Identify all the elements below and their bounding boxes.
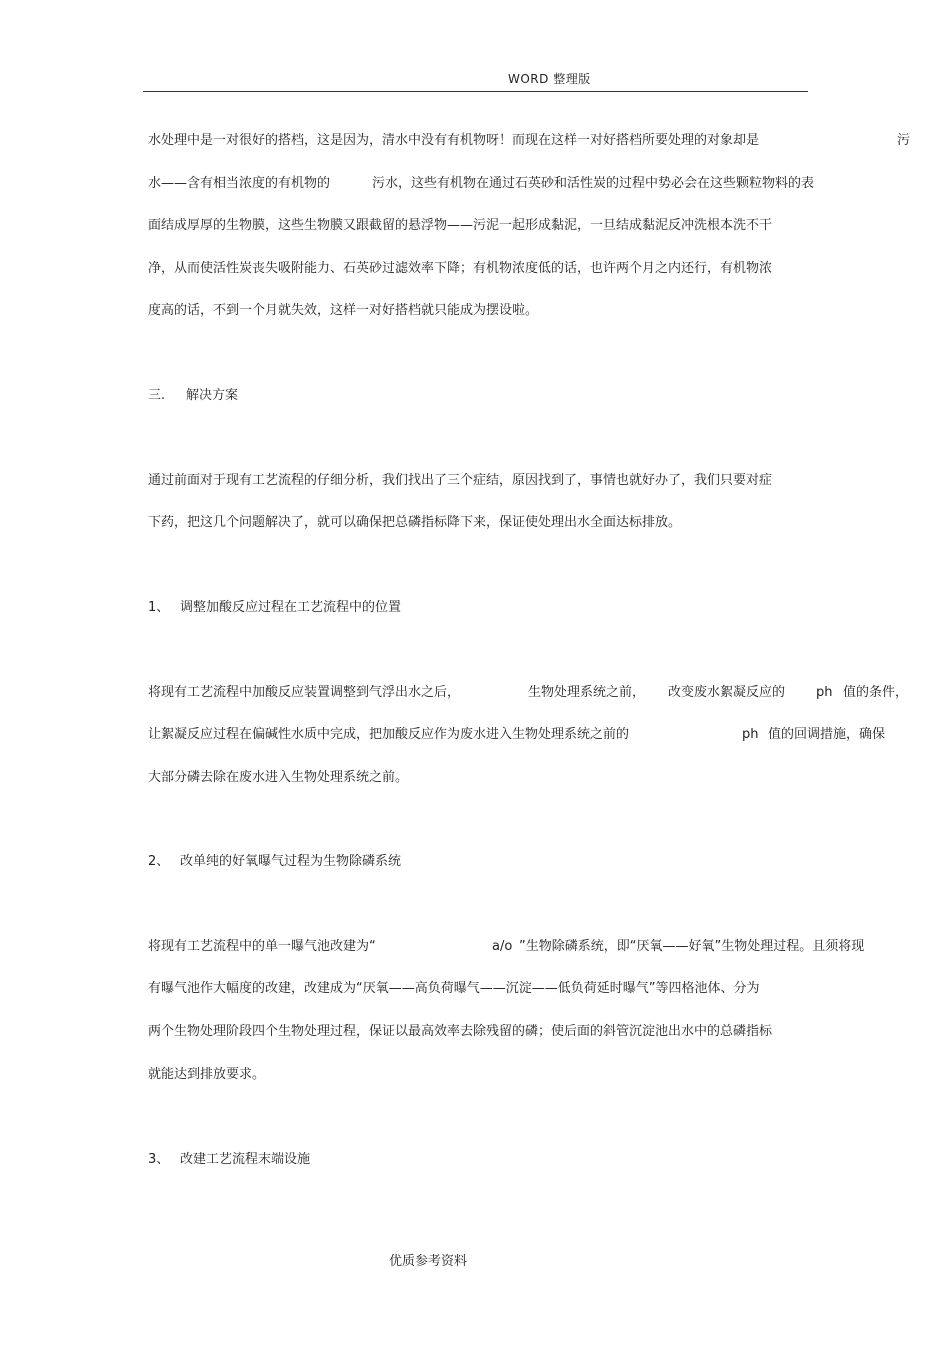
paragraph-line-fragment: ”生物除磷系统，即“厌氧——好氧”生物处理过程。且须将现 [519, 939, 865, 954]
paragraph-line-fragment: 值的条件， [843, 685, 909, 700]
paragraph-line-fragment: ph [742, 727, 759, 742]
section-number: 三. [148, 388, 166, 403]
paragraph-line: 水处理中是一对很好的搭档，这是因为，清水中没有有机物呀！而现在这样一对好搭档所要处理的对象却是 [148, 133, 760, 148]
paragraph-line: 通过前面对于现有工艺流程的仔细分析，我们找出了三个症结，原因找到了，事情也就好办了，我们只要对症 [148, 473, 773, 488]
paragraph-line: 度高的话，不到一个月就失效，这样一对好搭档就只能成为摆设啦。 [148, 303, 539, 318]
header-divider [143, 91, 808, 92]
page-header [0, 70, 950, 90]
paragraph-line-fragment: 生物处理系统之前， [528, 685, 646, 700]
item-number: 2、 [148, 854, 170, 869]
paragraph-line: 有曝气池作大幅度的改建，改建成为“厌氧——高负荷曝气——沉淀——低负荷延时曝气”等四格池体、分为 [148, 981, 760, 996]
paragraph-line-fragment: 值的回调措施，确保 [768, 727, 886, 742]
paragraph-line: 水——含有相当浓度的有机物的 [148, 176, 331, 191]
paragraph-line: 让絮凝反应过程在偏碱性水质中完成，把加酸反应作为废水进入生物处理系统之前的 [148, 727, 630, 742]
paragraph-line-fragment: a/o [492, 939, 513, 954]
page-footer: 优质参考资料 [389, 1254, 468, 1269]
paragraph-line-fragment: 改变废水絮凝反应的 [668, 685, 786, 700]
paragraph-line-fragment: 污水，这些有机物在通过石英砂和活性炭的过程中势必会在这些颗粒物料的表 [372, 176, 815, 191]
paragraph-line-fragment: ph [816, 685, 833, 700]
paragraph-line: 大部分磷去除在废水进入生物处理系统之前。 [148, 770, 409, 785]
section-title: 解决方案 [186, 388, 239, 403]
paragraph-line: 净，从而使活性炭丧失吸附能力、石英砂过滤效率下降；有机物浓度低的话，也许两个月之内还行，有机物浓 [148, 261, 773, 276]
paragraph-line: 就能达到排放要求。 [148, 1067, 266, 1082]
paragraph-line: 将现有工艺流程中的单一曝气池改建为“ [148, 939, 376, 954]
item-number: 3、 [148, 1152, 170, 1167]
header-title: WORD 整理版 [508, 72, 591, 86]
paragraph-line: 面结成厚厚的生物膜，这些生物膜又跟截留的悬浮物——污泥一起形成黏泥，一旦结成黏泥反冲洗根本洗不干 [148, 218, 773, 233]
paragraph-line: 两个生物处理阶段四个生物处理过程，保证以最高效率去除残留的磷；使后面的斜管沉淀池出水中的总磷指标 [148, 1024, 773, 1039]
item-title: 改建工艺流程末端设施 [180, 1152, 311, 1167]
paragraph-line: 将现有工艺流程中加酸反应装置调整到气浮出水之后， [148, 685, 461, 700]
item-title: 改单纯的好氧曝气过程为生物除磷系统 [180, 854, 402, 869]
paragraph-line-fragment: 污 [897, 133, 911, 148]
item-title: 调整加酸反应过程在工艺流程中的位置 [180, 600, 402, 615]
item-number: 1、 [148, 600, 170, 615]
paragraph-line: 下药，把这几个问题解决了，就可以确保把总磷指标降下来，保证使处理出水全面达标排放。 [148, 515, 682, 530]
